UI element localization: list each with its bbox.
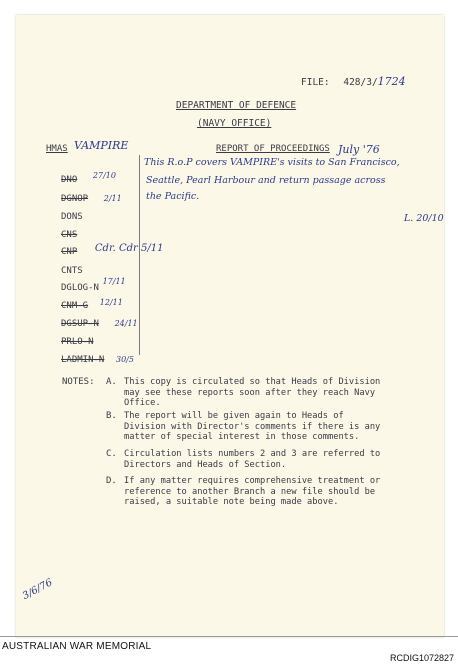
note-letter: D. <box>106 476 117 486</box>
comment-initials: L. 20/10 <box>404 213 444 224</box>
routing-row <box>61 167 116 186</box>
note-letter: C. <box>106 449 117 459</box>
file-reference <box>301 75 406 88</box>
routing-note: 30/5 <box>116 355 134 364</box>
routing-row <box>61 239 163 258</box>
routing-code: CNM-G <box>61 301 89 311</box>
file-number: 428/3/ <box>343 77 378 88</box>
department-heading: DEPARTMENT OF DEFENCE <box>176 100 297 111</box>
note-letter: B. <box>106 411 117 421</box>
file-label: FILE: <box>301 77 330 88</box>
comment-line-2: Seattle, Pearl Harbour and return passage across <box>146 175 386 186</box>
routing-note: 17/11 <box>102 277 126 286</box>
bottom-signature: 3/6/76 <box>20 577 55 602</box>
ship-prefix: HMAS <box>46 144 68 154</box>
routing-row <box>61 311 138 330</box>
routing-row <box>61 347 134 366</box>
routing-row <box>61 293 123 312</box>
note-text: This copy is circulated so that Heads of Division may see these reports soon after they reach Navy Office. <box>124 377 381 408</box>
footer-id: RCDIG1072827 <box>389 653 454 663</box>
routing-row <box>61 204 83 223</box>
document-page <box>16 15 444 637</box>
note-letter: A. <box>106 377 117 387</box>
routing-code: CNTS <box>61 266 83 276</box>
footer-source: AUSTRALIAN WAR MEMORIAL <box>2 641 152 652</box>
note-text: If any matter requires comprehensive treatment or reference to another Branch a new file should be raised, a suitable note being made above. <box>124 476 381 507</box>
routing-note: Cdr. Cdr 5/11 <box>94 243 164 254</box>
note-text: The report will be given again to Heads of Division with Director's comments if there is any matter of special interest in those comments. <box>124 411 381 442</box>
comment-line-3: the Pacific. <box>146 191 200 202</box>
routing-row <box>61 186 122 205</box>
notes-label: NOTES: <box>62 377 95 387</box>
routing-code: PRLO-N <box>61 337 94 347</box>
routing-note: 24/11 <box>114 319 138 328</box>
routing-row <box>61 329 94 348</box>
routing-code: LADMIN-N <box>61 355 105 365</box>
footer-divider <box>0 636 458 637</box>
ship-name: VAMPIRE <box>74 139 129 152</box>
routing-note: 27/10 <box>92 171 116 180</box>
routing-code: CNP <box>61 247 78 257</box>
routing-note: 2/11 <box>103 194 122 203</box>
comment-line-1: This R.o.P covers VAMPIRE's visits to San Francisco, <box>144 157 400 168</box>
routing-code: DGSUP-N <box>61 319 99 329</box>
report-label: REPORT OF PROCEEDINGS <box>216 144 330 154</box>
routing-note: 12/11 <box>99 298 123 307</box>
navy-office-heading: (NAVY OFFICE) <box>197 118 272 129</box>
note-text: Circulation lists numbers 2 and 3 are referred to Directors and Heads of Section. <box>124 449 381 470</box>
report-period: July '76 <box>338 143 380 156</box>
routing-code: CNS <box>61 230 78 240</box>
routing-code: DNO <box>61 175 78 185</box>
routing-code: DONS <box>61 212 83 222</box>
file-number-handwritten: 1724 <box>377 75 406 88</box>
routing-code: DGLOG-N <box>61 283 99 293</box>
routing-row <box>61 275 126 294</box>
routing-code: DGNOP <box>61 194 89 204</box>
